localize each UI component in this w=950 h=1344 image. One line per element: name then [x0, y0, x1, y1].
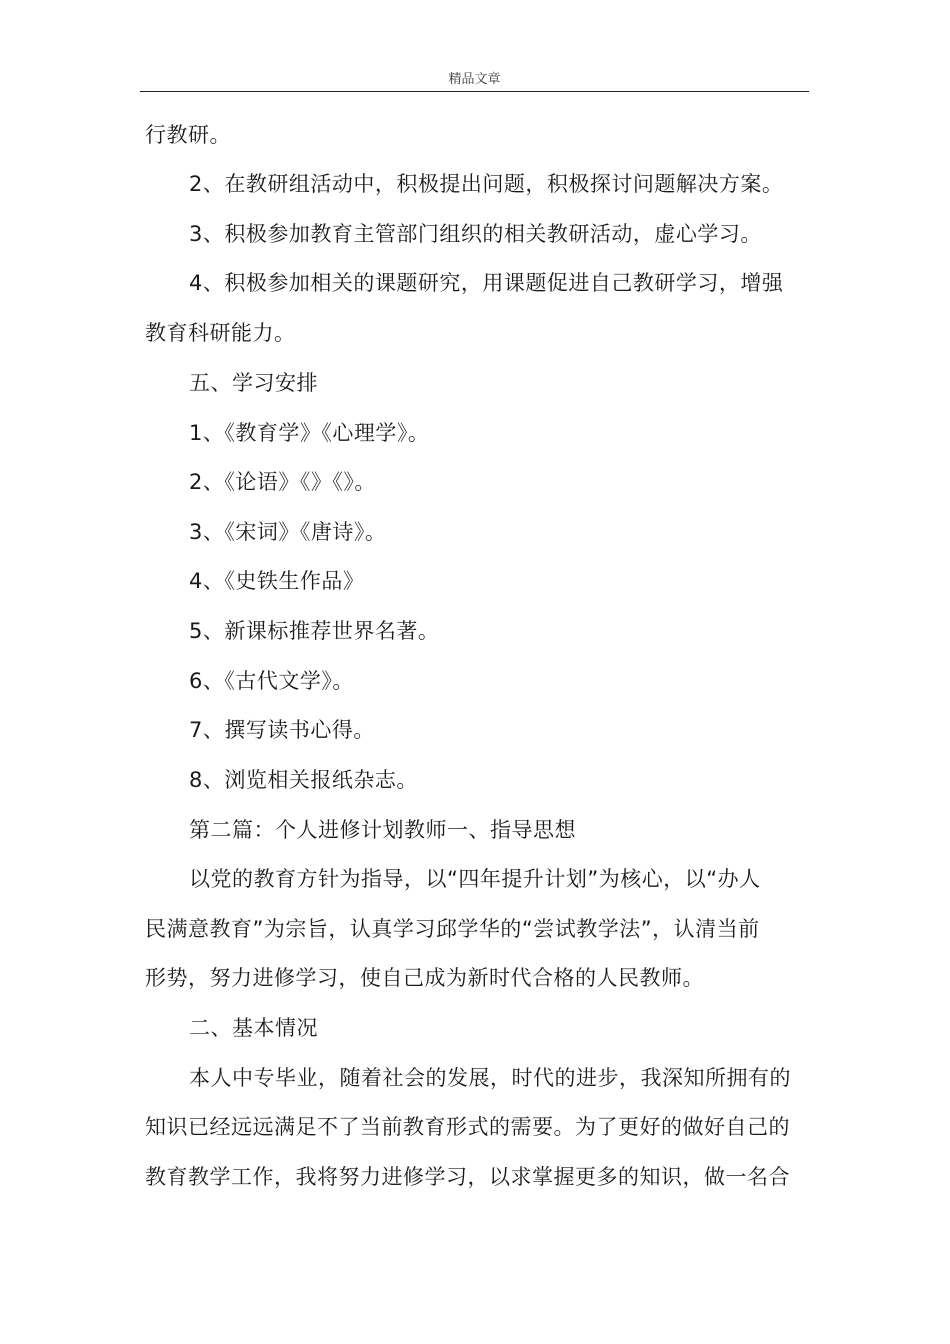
paragraph-line: 4、积极参加相关的课题研究，用课题促进自己教研学习，增强: [189, 271, 784, 295]
paragraph-line: 教育教学工作，我将努力进修学习，以求掌握更多的知识，做一名合: [145, 1165, 790, 1189]
header-title: 精品文章: [448, 72, 501, 87]
section-heading: 二、基本情况: [189, 1016, 318, 1040]
list-item: 6、《古代文学》。: [189, 669, 354, 693]
section-heading: 第二篇：个人进修计划教师一、指导思想: [189, 818, 576, 842]
paragraph-line: 本人中专毕业，随着社会的发展，时代的进步，我深知所拥有的: [189, 1066, 791, 1090]
paragraph-line: 行教研。: [145, 123, 231, 147]
list-item: 7、撰写读书心得。: [189, 718, 375, 742]
paragraph-line: 3、积极参加教育主管部门组织的相关教研活动，虚心学习。: [189, 222, 762, 246]
paragraph-line: 2、在教研组活动中，积极提出问题，积极探讨问题解决方案。: [189, 172, 784, 196]
page-header: [140, 66, 809, 90]
list-item: 1、《教育学》《心理学》。: [189, 421, 430, 445]
list-item: 5、新课标推荐世界名著。: [189, 619, 440, 643]
header-divider: [140, 91, 809, 92]
paragraph-line: 知识已经远远满足不了当前教育形式的需要。为了更好的做好自己的: [145, 1115, 790, 1139]
list-item: 2、《论语》《》《》。: [189, 470, 376, 494]
list-item: 4、《史铁生作品》: [189, 569, 365, 593]
list-item: 3、《宋词》《唐诗》。: [189, 520, 387, 544]
section-heading: 五、学习安排: [189, 371, 318, 395]
list-item: 8、浏览相关报纸杂志。: [189, 768, 418, 792]
paragraph-line: 民满意教育”为宗旨，认真学习邱学华的“尝试教学法”，认清当前: [145, 917, 760, 941]
paragraph-line: 教育科研能力。: [145, 321, 296, 345]
paragraph-line: 形势，努力进修学习，使自己成为新时代合格的人民教师。: [145, 966, 704, 990]
paragraph-line: 以党的教育方针为指导，以“四年提升计划”为核心，以“办人: [189, 867, 761, 891]
